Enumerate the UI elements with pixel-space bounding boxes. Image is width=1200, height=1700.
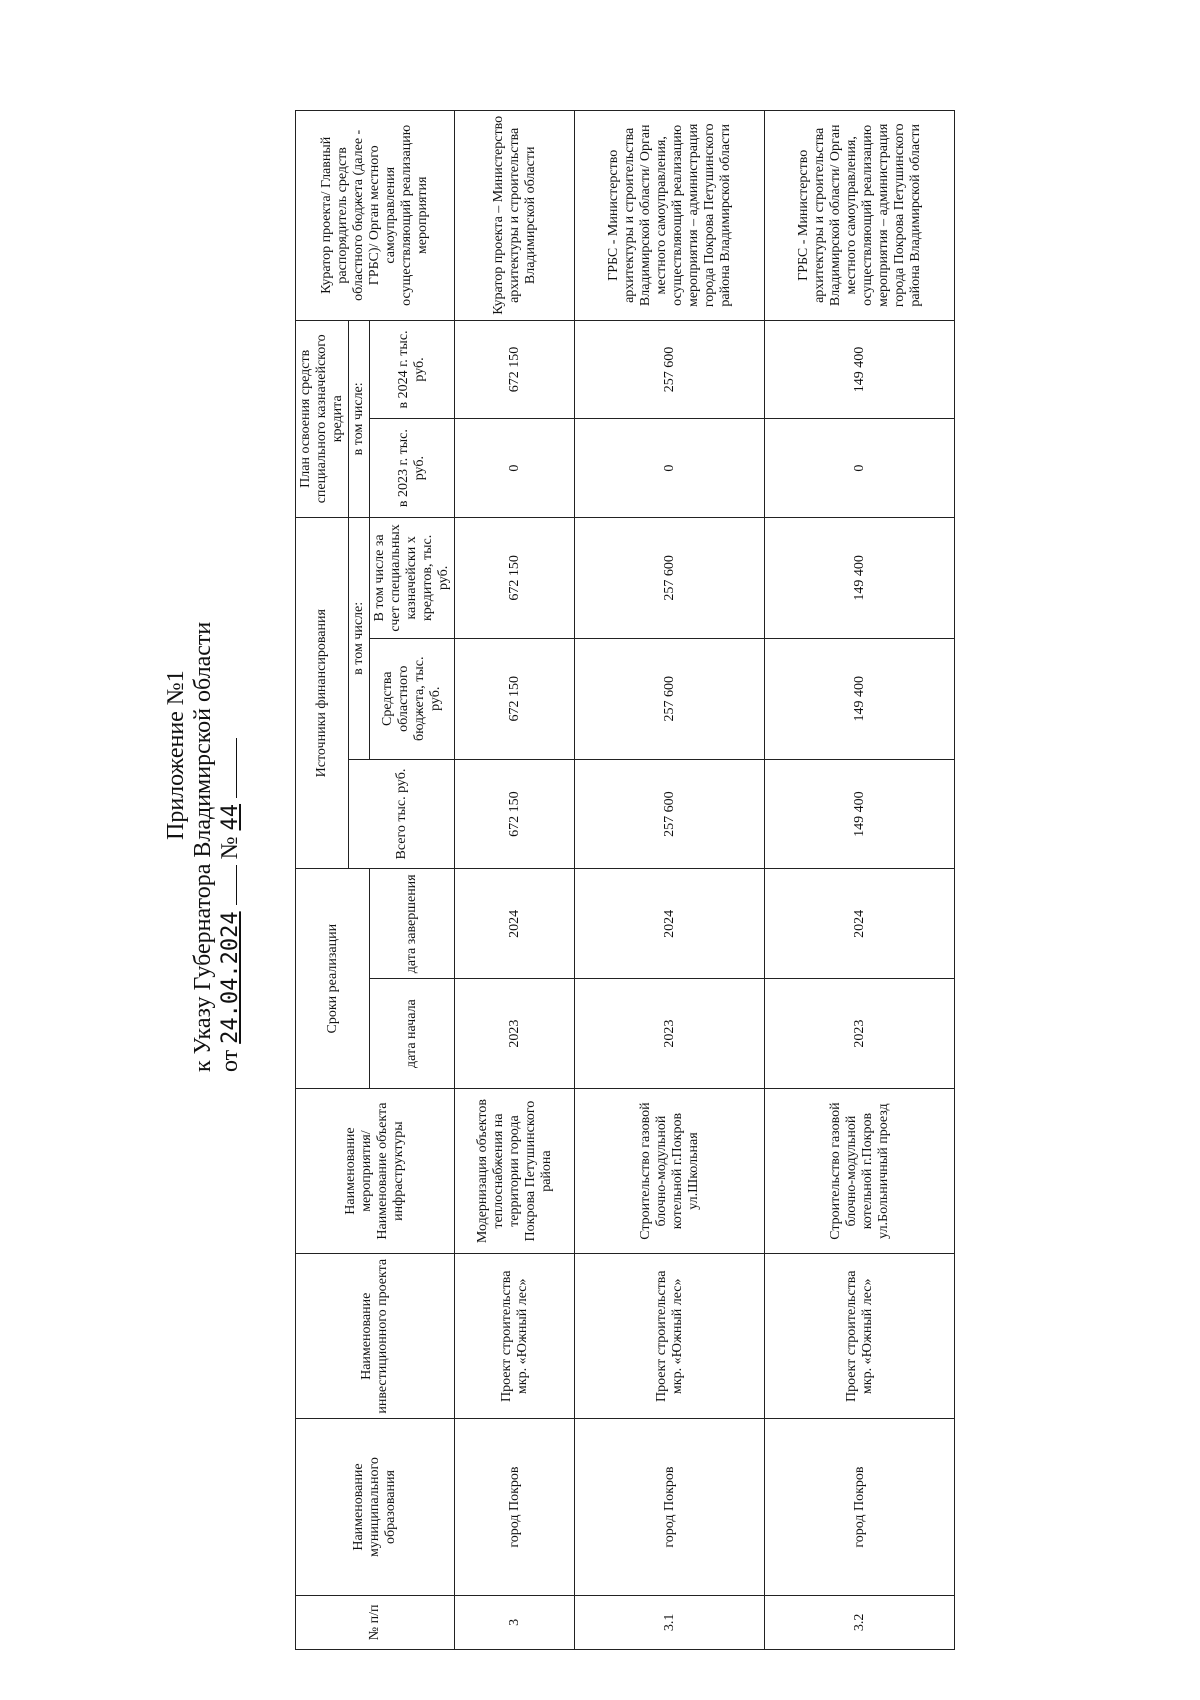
cell-municipality: город Покров [455,1419,575,1595]
cell-event: Строительство газовой блочно-модульной котельной г.Покров ул.Школьная [575,1088,765,1253]
cell-num: 3.1 [575,1595,765,1649]
header-total: Всего тыс. руб. [349,759,455,869]
cell-2024: 149 400 [765,320,955,419]
cell-curator: Куратор проекта – Министерство архитектуры и строительства Владимирской области [455,111,575,321]
cell-total: 257 600 [575,759,765,869]
cell-num: 3 [455,1595,575,1649]
number-underline [236,738,237,798]
cell-2023: 0 [575,419,765,518]
cell-start: 2023 [575,979,765,1089]
table-row [765,111,955,1650]
header-regional: Средства областного бюджета, тыс. руб. [370,638,455,759]
cell-regional: 257 600 [575,638,765,759]
cell-municipality: город Покров [765,1419,955,1595]
cell-event: Строительство газовой блочно-модульной котельной г.Покров ул.Больничный проезд [765,1088,955,1253]
cell-total: 672 150 [455,759,575,869]
header-end: дата завершения [370,869,455,979]
header-project: Наименование инвестиционного проекта [296,1254,455,1419]
cell-regional: 149 400 [765,638,955,759]
date-underline [236,865,237,905]
cell-2023: 0 [765,419,955,518]
header-event: Наименование мероприятия/ Наименование объекта инфраструктуры [296,1088,455,1253]
header-row-1 [296,111,349,1650]
cell-curator: ГРБС - Министерство архитектуры и строительства Владимирской области/ Орган местного самоуправления, осуществляющий реализацию мероприятия – администрация города Покрова Петушинского района Владимирской области [575,111,765,321]
header-2023: в 2023 г. тыс. руб. [370,419,455,518]
cell-end: 2024 [575,869,765,979]
cell-regional: 672 150 [455,638,575,759]
number-label: № [217,836,243,860]
cell-end: 2024 [455,869,575,979]
appendix-title: Приложение №1 [163,670,189,840]
header-2024: в 2024 г. тыс. руб. [370,320,455,419]
header-municipality: Наименование муниципального образования [296,1419,455,1595]
header-num: № п/п [296,1595,455,1649]
header-treasury: В том числе за счет специальных казначейски х кредитов, тыс. руб. [370,517,455,638]
date-number-line [217,738,244,1072]
decree-number: 44 [218,803,243,831]
header-curator: Куратор проекта/ Главный распорядитель средств областного бюджета (далее - ГРБС)/ Орган местного самоуправления осуществляющий реализацию мероприятия [296,111,455,321]
cell-end: 2024 [765,869,955,979]
header-sources: Источники финансирования [296,517,349,868]
cell-2024: 257 600 [575,320,765,419]
cell-2023: 0 [455,419,575,518]
cell-treasury: 257 600 [575,517,765,638]
decree-line: к Указу Губернатора Владимирской области [190,621,216,1072]
table-row [455,111,575,1650]
cell-start: 2023 [765,979,955,1089]
table-row [575,111,765,1650]
cell-2024: 672 150 [455,320,575,419]
cell-project: Проект строительства мкр. «Южный лес» [765,1254,955,1419]
cell-event: Модернизация объектов теплоснабжения на территории города Покрова Петушинского района [455,1088,575,1253]
investment-table [295,110,955,1650]
from-label: от [217,1049,243,1072]
header-plan-incl: в том числе: [349,320,370,517]
cell-curator: ГРБС - Министерство архитектуры и строительства Владимирской области/ Орган местного самоуправления, осуществляющий реализацию мероприятия – администрация города Покрова Петушинского района Владимирской области [765,111,955,321]
header-plan: План освоения средств специального казначейского кредита [296,320,349,517]
cell-total: 149 400 [765,759,955,869]
cell-treasury: 672 150 [455,517,575,638]
header-terms: Сроки реализации [296,869,370,1089]
decree-date: 24.04.2024 [218,911,243,1044]
cell-start: 2023 [455,979,575,1089]
cell-municipality: город Покров [575,1419,765,1595]
cell-num: 3.2 [765,1595,955,1649]
header-sources-incl: в том числе: [349,517,370,759]
cell-treasury: 149 400 [765,517,955,638]
header-start: дата начала [370,979,455,1089]
cell-project: Проект строительства мкр. «Южный лес» [455,1254,575,1419]
cell-project: Проект строительства мкр. «Южный лес» [575,1254,765,1419]
